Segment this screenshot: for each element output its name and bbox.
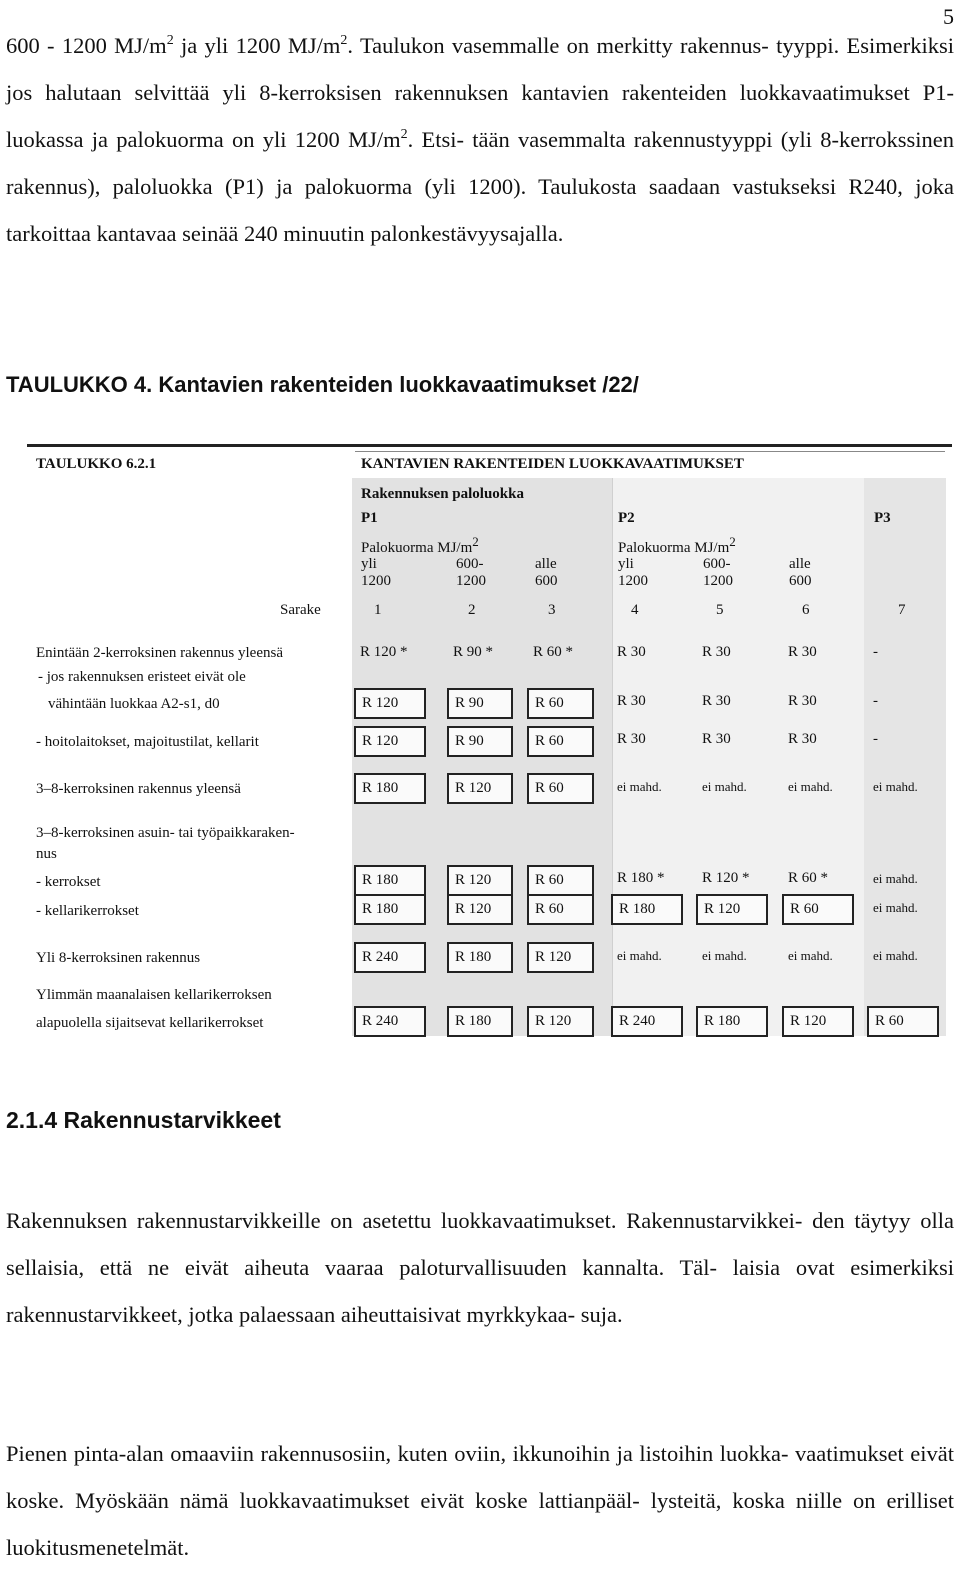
table-cell: R 60 [527,726,594,757]
superscript: 2 [340,33,348,48]
table-cell: ei mahd. [702,779,747,794]
paragraph-line: vaatimukset eivät koske. Myöskään nämä luokkavaatimukset eivät koske lattianpääl- [6,1441,954,1513]
table-cell: R 60 [527,865,594,896]
fire-load-label-p2 [618,534,736,557]
load-col-6 [789,556,812,590]
load-col-1 [361,556,391,590]
load-col-line: 1200 [618,573,648,589]
table-label: TAULUKKO 6.2.1 [36,456,157,472]
table-cell: R 120 [447,865,513,896]
row-label: nus [36,846,57,862]
table-cell: ei mahd. [873,871,918,886]
table-cell: - [873,644,878,660]
table-cell: R 120 [354,688,426,719]
load-col-2 [456,556,486,590]
load-col-line: yli [361,556,377,572]
superscript: 2 [400,127,408,142]
table-cell: R 30 [788,693,817,709]
intro-line: . Taulukon vasemmalle on merkitty rakennus- [347,33,769,58]
table-cell: R 120 * [702,870,750,886]
table-cell: ei mahd. [873,779,918,794]
row-label: vähintään luokkaa A2-s1, d0 [48,696,220,712]
table-cell: R 30 [702,644,731,660]
load-col-line: 1200 [361,573,391,589]
class-p1: P1 [361,510,378,526]
class-p2: P2 [618,510,635,526]
table-cell: R 240 [354,942,426,973]
intro-line: palokuorma (yli 1200). Taulukosta saadaan vastukseksi R240, joka tarkoittaa kantavaa [6,174,954,246]
paragraph-line: den täytyy olla sellaisia, että ne eivät aiheuta vaaraa paloturvallisuuden kannalta. Täl- [6,1208,954,1280]
paragraph-line: suja. [580,1302,623,1327]
paragraph-line: Pienen pinta-alan omaaviin rakennusosiin, kuten oviin, ikkunoihin ja listoihin luokka- [6,1441,789,1466]
table-cell: R 240 [354,1006,426,1037]
table-cell: R 60 [527,688,594,719]
load-col-5 [703,556,733,590]
table-cell: R 180 [354,865,426,896]
table-cell: R 30 [617,731,646,747]
table-top-rule [27,444,952,447]
paragraph-line: lysteitä, koska niille on erilliset luokitusmenetelmät. [6,1488,955,1560]
intro-line: rakenteiden luokkavaatimukset P1-luokassa ja palokuorma on yli 1200 MJ/m [6,80,955,152]
requirements-table-figure [0,436,960,1046]
table-cell: R 90 * [453,644,494,660]
load-col-line: alle [535,556,557,572]
table-cell: R 90 [447,726,513,757]
load-col-line: 600 [535,573,558,589]
table-cell: R 120 * [360,644,408,660]
load-col-line: 600- [703,556,731,572]
sarake-number: 3 [548,602,556,618]
load-col-line: 600- [456,556,484,572]
table-cell: R 30 [788,644,817,660]
superscript: 2 [166,33,174,48]
table-cell: ei mahd. [617,779,662,794]
table-cell: R 180 [611,894,683,925]
sarake-number: 7 [898,602,906,618]
intro-paragraph [6,22,954,257]
sarake-number: 5 [716,602,724,618]
sarake-number: 6 [802,602,810,618]
table-cell: R 60 [782,894,854,925]
section-heading: 2.1.4 Rakennustarvikkeet [6,1107,281,1133]
fire-load-label-p1 [361,534,479,557]
load-col-line: 1200 [703,573,733,589]
row-label: Ylimmän maanalaisen kellarikerroksen [36,987,272,1003]
intro-line: ja yli 1200 MJ/m [173,33,341,58]
load-col-3 [535,556,558,590]
table-cell: R 180 [354,773,426,804]
intro-line: seinää 240 minuutin palonkestävyysajalla. [182,221,564,246]
table-cell: ei mahd. [788,948,833,963]
table-cell: R 60 [527,773,594,804]
paragraph-line: Rakennuksen rakennustarvikkeille on asetettu luokkavaatimukset. Rakennustarvikkei- [6,1208,803,1233]
load-col-line: alle [789,556,811,572]
table-cell: R 180 [447,942,513,973]
superscript: 2 [472,534,479,549]
body-paragraph [6,1430,954,1571]
table-cell: R 120 [527,942,594,973]
table-cell: ei mahd. [873,948,918,963]
table-cell: ei mahd. [702,948,747,963]
table-cell: R 60 * [533,644,574,660]
table-cell: R 30 [617,644,646,660]
table-cell: ei mahd. [788,779,833,794]
table-cell: R 90 [447,688,513,719]
row-label: 3–8-kerroksinen asuin- tai työpaikkaraken- [36,825,295,841]
table-cell: ei mahd. [873,900,918,915]
fire-load-text: Palokuorma MJ/m [618,540,730,556]
intro-line: . Etsi- [407,127,465,152]
sarake-number: 1 [374,602,382,618]
row-label: - kerrokset [36,874,101,890]
intro-line: 600 - 1200 MJ/m [6,33,167,58]
sarake-number: 2 [468,602,476,618]
table-cell: R 120 [782,1006,854,1037]
table-cell: R 60 * [788,870,829,886]
table-cell: R 180 [696,1006,768,1037]
table-cell: R 30 [702,731,731,747]
load-col-4 [618,556,648,590]
intro-line: tään vasemmalta rakennustyyppi (yli 8-kerrokssinen rakennus), paloluokka (P1) ja [6,127,955,199]
table-cell: R 120 [354,726,426,757]
table-cell: R 120 [696,894,768,925]
row-label: - hoitolaitokset, majoitustilat, kellarit [36,734,259,750]
sarake-label: Sarake [280,602,321,618]
fire-load-text: Palokuorma MJ/m [361,540,473,556]
paragraph-line: laisia ovat esimerkiksi rakennustarvikkeet, jotka palaessaan aiheuttaisivat myrkkykaa- [6,1255,954,1327]
table-cell: - [873,693,878,709]
table-sub-rule [355,451,945,452]
row-label: alapuolella sijaitsevat kellarikerrokset [36,1015,264,1031]
class-p3: P3 [874,510,891,526]
table-cell: R 180 [354,894,426,925]
load-col-line: yli [618,556,634,572]
table-cell: R 60 [527,894,594,925]
intro-line: tyyppi. Esimerkiksi jos halutaan selvittää yli 8-kerroksisen rakennuksen kantavien [6,33,954,105]
table-cell: R 30 [702,693,731,709]
table-cell: R 180 [447,1006,513,1037]
superscript: 2 [729,534,736,549]
body-paragraph [6,1197,954,1338]
table-cell: R 120 [527,1006,594,1037]
row-label: 3–8-kerroksinen rakennus yleensä [36,781,241,797]
load-col-line: 600 [789,573,812,589]
row-label: Enintään 2-kerroksinen rakennus yleensä [36,645,283,661]
sarake-number: 4 [631,602,639,618]
table-cell: R 30 [788,731,817,747]
fire-class-heading: Rakennuksen paloluokka [361,486,524,502]
table-cell: ei mahd. [617,948,662,963]
row-label: Yli 8-kerroksinen rakennus [36,950,201,966]
table-cell: R 180 * [617,870,665,886]
row-label: - jos rakennuksen eristeet eivät ole [38,669,246,685]
table-cell: R 240 [611,1006,683,1037]
table-cell: R 120 [447,773,513,804]
row-label: - kellarikerrokset [36,903,139,919]
load-col-line: 1200 [456,573,486,589]
table-cell: R 60 [867,1006,939,1037]
table-title: KANTAVIEN RAKENTEIDEN LUOKKAVAATIMUKSET [361,456,744,472]
table-cell: R 30 [617,693,646,709]
table-cell: - [873,731,878,747]
table-cell: R 120 [447,894,513,925]
table-caption: TAULUKKO 4. Kantavien rakenteiden luokkavaatimukset /22/ [6,372,639,397]
page-number: 5 [943,4,954,29]
